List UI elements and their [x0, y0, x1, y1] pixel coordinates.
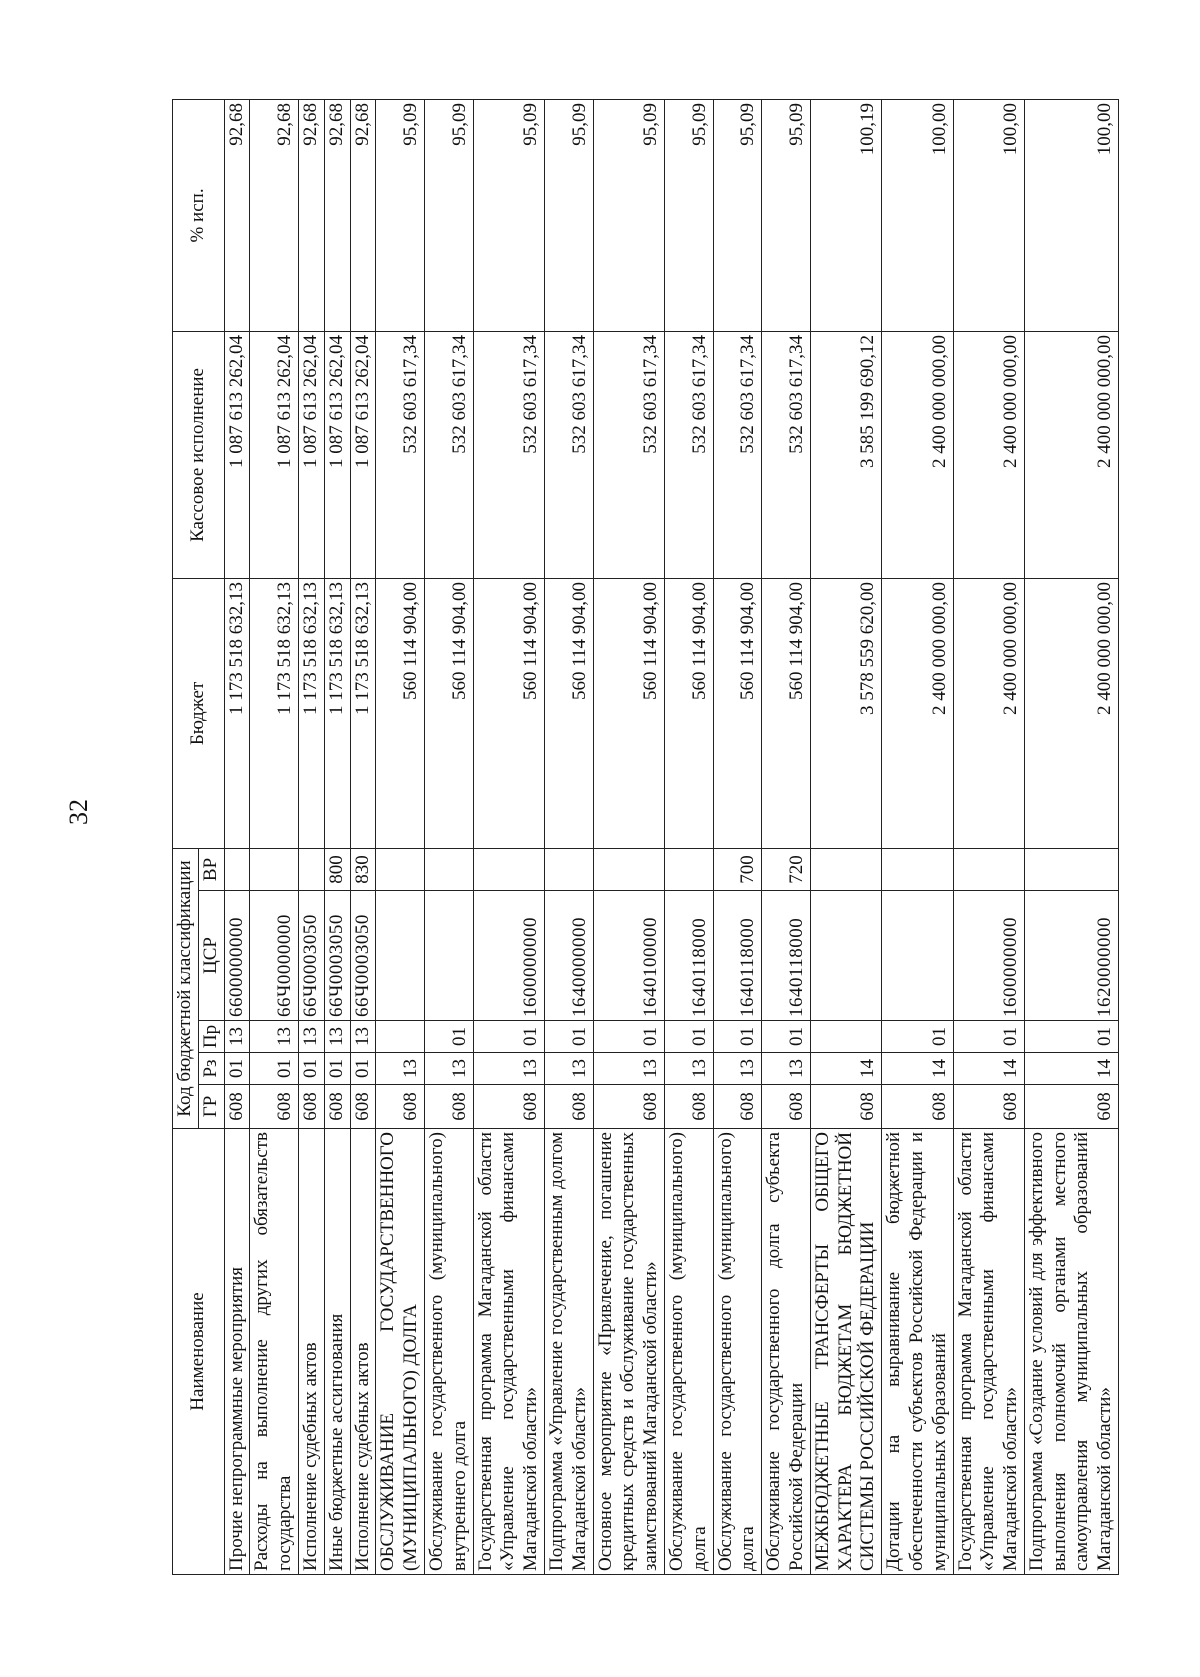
row-cash: 1 087 613 262,04 [350, 331, 376, 578]
row-gr: 608 [544, 1085, 593, 1129]
header-percent: % исп. [173, 99, 225, 331]
row-cash: 3 585 199 690,12 [810, 331, 881, 578]
header-name: Наименование [173, 1129, 225, 1575]
row-cash: 1 087 613 262,04 [224, 331, 250, 578]
row-percent: 95,09 [664, 99, 713, 331]
row-cash: 532 603 617,34 [544, 331, 593, 578]
table-row [350, 99, 376, 1574]
row-percent: 95,09 [593, 99, 664, 331]
row-pr: 01 [473, 1021, 544, 1053]
budget-table-sheet [172, 100, 1119, 1575]
row-vr: 830 [350, 848, 376, 890]
row-csr: 1640118000 [713, 891, 762, 1021]
row-cash: 1 087 613 262,04 [324, 331, 350, 578]
row-budget: 560 114 904,00 [424, 578, 473, 848]
row-rz: 13 [544, 1053, 593, 1085]
row-percent: 100,19 [810, 99, 881, 331]
row-gr: 608 [350, 1085, 376, 1129]
row-csr: 1620000000 [1024, 891, 1118, 1021]
row-percent: 95,09 [762, 99, 811, 331]
row-pr: 01 [762, 1021, 811, 1053]
row-percent: 92,68 [324, 99, 350, 331]
row-pr: 01 [424, 1021, 473, 1053]
header-rz: Рз [198, 1053, 224, 1085]
row-rz: 13 [376, 1053, 425, 1085]
row-budget: 2 400 000 000,00 [953, 578, 1024, 848]
row-name: Дотации на выравнивание бюджетной обеспеченности субъектов Российской Федерации и муниципальных образований [882, 1129, 953, 1575]
row-name: Исполнение судебных актов [298, 1129, 324, 1575]
table-row [224, 99, 250, 1574]
row-vr [664, 848, 713, 890]
row-vr: 800 [324, 848, 350, 890]
header-cash: Кассовое исполнение [173, 331, 225, 578]
row-csr [882, 891, 953, 1021]
table-row [593, 99, 664, 1574]
row-rz: 13 [473, 1053, 544, 1085]
row-cash: 2 400 000 000,00 [953, 331, 1024, 578]
row-vr [953, 848, 1024, 890]
row-percent: 100,00 [882, 99, 953, 331]
row-csr: 66Ч0000000 [250, 891, 299, 1021]
row-gr: 608 [424, 1085, 473, 1129]
row-percent: 92,68 [350, 99, 376, 331]
row-budget: 1 173 518 632,13 [224, 578, 250, 848]
row-name: Прочие непрограммные мероприятия [224, 1129, 250, 1575]
row-name: МЕЖБЮДЖЕТНЫЕ ТРАНСФЕРТЫ ОБЩЕГО ХАРАКТЕРА БЮДЖЕТАМ БЮДЖЕТНОЙ СИСТЕМЫ РОССИЙСКОЙ ФЕДЕРАЦИИ [810, 1129, 881, 1575]
row-gr: 608 [882, 1085, 953, 1129]
row-rz: 01 [298, 1053, 324, 1085]
row-percent: 95,09 [473, 99, 544, 331]
row-csr: 1640100000 [593, 891, 664, 1021]
table-row [250, 99, 299, 1574]
row-pr: 01 [1024, 1021, 1118, 1053]
table-row [324, 99, 350, 1574]
row-name: Исполнение судебных актов [350, 1129, 376, 1575]
row-percent: 95,09 [544, 99, 593, 331]
row-gr: 608 [953, 1085, 1024, 1129]
row-name: ОБСЛУЖИВАНИЕ ГОСУДАРСТВЕННОГО (МУНИЦИПАЛЬНОГО) ДОЛГА [376, 1129, 425, 1575]
row-gr: 608 [324, 1085, 350, 1129]
row-gr: 608 [376, 1085, 425, 1129]
row-budget: 1 173 518 632,13 [324, 578, 350, 848]
row-budget: 560 114 904,00 [473, 578, 544, 848]
row-pr: 01 [664, 1021, 713, 1053]
table-row [424, 99, 473, 1574]
row-budget: 560 114 904,00 [593, 578, 664, 848]
row-gr: 608 [298, 1085, 324, 1129]
row-budget: 1 173 518 632,13 [350, 578, 376, 848]
row-name: Основное мероприятие «Привлечение, погашение кредитных средств и обслуживание государственных заимствований Магаданской области» [593, 1129, 664, 1575]
row-gr: 608 [810, 1085, 881, 1129]
table-row [762, 99, 811, 1574]
table-row [713, 99, 762, 1574]
row-name: Обслуживание государственного (муниципального) долга [664, 1129, 713, 1575]
row-pr [376, 1021, 425, 1053]
row-pr: 01 [713, 1021, 762, 1053]
row-budget: 560 114 904,00 [664, 578, 713, 848]
row-budget: 1 173 518 632,13 [250, 578, 299, 848]
header-budget: Бюджет [173, 578, 225, 848]
row-cash: 1 087 613 262,04 [298, 331, 324, 578]
row-pr: 13 [350, 1021, 376, 1053]
row-budget: 3 578 559 620,00 [810, 578, 881, 848]
row-name: Подпрограмма «Управление государственным долгом Магаданской области» [544, 1129, 593, 1575]
row-name: Обслуживание государственного долга субъекта Российской Федерации [762, 1129, 811, 1575]
row-vr [544, 848, 593, 890]
row-pr: 01 [953, 1021, 1024, 1053]
row-gr: 608 [224, 1085, 250, 1129]
row-cash: 532 603 617,34 [664, 331, 713, 578]
row-cash: 532 603 617,34 [593, 331, 664, 578]
table-row [298, 99, 324, 1574]
row-rz: 13 [762, 1053, 811, 1085]
header-vr: ВР [198, 848, 224, 890]
row-csr [376, 891, 425, 1021]
row-csr: 1640118000 [762, 891, 811, 1021]
row-gr: 608 [1024, 1085, 1118, 1129]
row-pr: 13 [324, 1021, 350, 1053]
row-percent: 92,68 [298, 99, 324, 331]
row-rz: 14 [953, 1053, 1024, 1085]
row-csr: 6600000000 [224, 891, 250, 1021]
row-cash: 532 603 617,34 [473, 331, 544, 578]
row-rz: 13 [664, 1053, 713, 1085]
row-budget: 2 400 000 000,00 [882, 578, 953, 848]
row-pr: 01 [882, 1021, 953, 1053]
row-name: Подпрограмма «Создание условий для эффективного выполнения полномочий органами местного самоуправления муниципальных образований Магаданской области» [1024, 1129, 1118, 1575]
row-csr: 1600000000 [473, 891, 544, 1021]
row-cash: 2 400 000 000,00 [1024, 331, 1118, 578]
table-row [953, 99, 1024, 1574]
row-vr [298, 848, 324, 890]
row-csr: 66Ч0003050 [350, 891, 376, 1021]
row-budget: 560 114 904,00 [376, 578, 425, 848]
row-name: Государственная программа Магаданской области «Управление государственными финансами Магаданской области» [953, 1129, 1024, 1575]
row-cash: 532 603 617,34 [762, 331, 811, 578]
row-cash: 1 087 613 262,04 [250, 331, 299, 578]
row-cash: 532 603 617,34 [376, 331, 425, 578]
row-name: Обслуживание государственного (муниципального) долга [713, 1129, 762, 1575]
row-budget: 2 400 000 000,00 [1024, 578, 1118, 848]
row-name: Иные бюджетные ассигнования [324, 1129, 350, 1575]
row-gr: 608 [473, 1085, 544, 1129]
row-pr: 01 [593, 1021, 664, 1053]
row-rz: 01 [224, 1053, 250, 1085]
row-vr [473, 848, 544, 890]
row-rz: 01 [324, 1053, 350, 1085]
row-percent: 100,00 [1024, 99, 1118, 331]
row-budget: 1 173 518 632,13 [298, 578, 324, 848]
row-percent: 95,09 [424, 99, 473, 331]
row-rz: 13 [593, 1053, 664, 1085]
row-budget: 560 114 904,00 [762, 578, 811, 848]
row-cash: 2 400 000 000,00 [882, 331, 953, 578]
row-csr: 66Ч0003050 [324, 891, 350, 1021]
row-vr [376, 848, 425, 890]
header-pr: Пр [198, 1021, 224, 1053]
row-csr [810, 891, 881, 1021]
row-percent: 95,09 [713, 99, 762, 331]
row-pr [810, 1021, 881, 1053]
row-rz: 14 [810, 1053, 881, 1085]
row-vr [810, 848, 881, 890]
row-gr: 608 [593, 1085, 664, 1129]
row-percent: 100,00 [953, 99, 1024, 331]
table-header-row [173, 99, 199, 1574]
row-rz: 13 [424, 1053, 473, 1085]
row-vr: 700 [713, 848, 762, 890]
row-pr: 13 [298, 1021, 324, 1053]
row-csr: 1640118000 [664, 891, 713, 1021]
row-rz: 14 [1024, 1053, 1118, 1085]
header-csr: ЦСР [198, 891, 224, 1021]
row-gr: 608 [250, 1085, 299, 1129]
header-gr: ГР [198, 1085, 224, 1129]
row-gr: 608 [713, 1085, 762, 1129]
row-gr: 608 [664, 1085, 713, 1129]
row-vr [224, 848, 250, 890]
row-vr [593, 848, 664, 890]
table-row [1024, 99, 1118, 1574]
row-rz: 13 [713, 1053, 762, 1085]
row-name: Обслуживание государственного (муниципального) внутреннего долга [424, 1129, 473, 1575]
row-vr [424, 848, 473, 890]
row-csr [424, 891, 473, 1021]
row-csr: 1600000000 [953, 891, 1024, 1021]
row-pr: 13 [250, 1021, 299, 1053]
header-code-group: Код бюджетной классификации [173, 848, 199, 1128]
row-budget: 560 114 904,00 [713, 578, 762, 848]
row-csr: 1640000000 [544, 891, 593, 1021]
row-name: Государственная программа Магаданской области «Управление государственными финансами Магаданской области» [473, 1129, 544, 1575]
row-cash: 532 603 617,34 [424, 331, 473, 578]
table-row [544, 99, 593, 1574]
row-rz: 01 [250, 1053, 299, 1085]
row-budget: 560 114 904,00 [544, 578, 593, 848]
page-number: 32 [64, 799, 93, 825]
row-cash: 532 603 617,34 [713, 331, 762, 578]
row-name: Расходы на выполнение других обязательств государства [250, 1129, 299, 1575]
table-row [882, 99, 953, 1574]
row-vr: 720 [762, 848, 811, 890]
table-row [376, 99, 425, 1574]
row-vr [250, 848, 299, 890]
row-percent: 92,68 [250, 99, 299, 331]
row-pr: 13 [224, 1021, 250, 1053]
budget-table [172, 99, 1119, 1575]
table-row [473, 99, 544, 1574]
row-rz: 01 [350, 1053, 376, 1085]
row-percent: 92,68 [224, 99, 250, 331]
row-vr [882, 848, 953, 890]
row-pr: 01 [544, 1021, 593, 1053]
row-vr [1024, 848, 1118, 890]
row-gr: 608 [762, 1085, 811, 1129]
row-rz: 14 [882, 1053, 953, 1085]
row-csr: 66Ч0003050 [298, 891, 324, 1021]
table-row [810, 99, 881, 1574]
table-row [664, 99, 713, 1574]
row-percent: 95,09 [376, 99, 425, 331]
